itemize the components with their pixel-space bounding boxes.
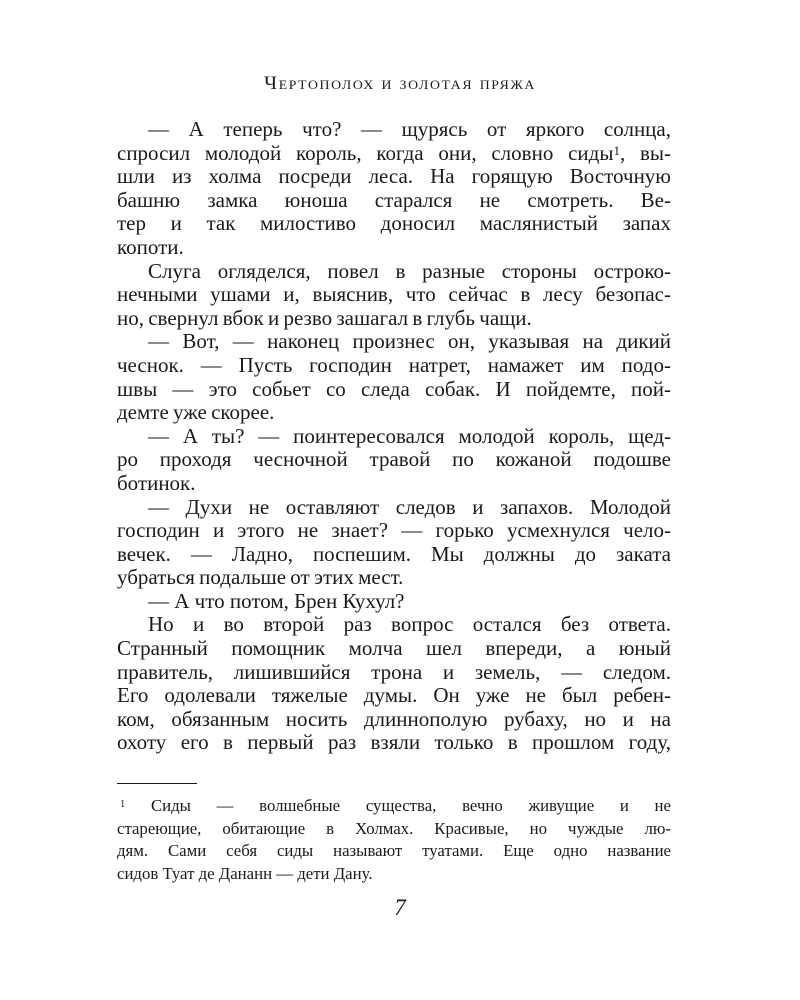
paragraph-4	[117, 425, 671, 496]
text-line: ро проходя чесночной травой по кожаной подошве	[117, 447, 671, 472]
text-line: чеснок. — Пусть господин натрет, намажет им подо-	[117, 352, 671, 377]
text-line: — А что потом, Брен Кухул?	[148, 588, 405, 613]
text-line: Но и во второй раз вопрос остался без ответа.	[148, 612, 671, 637]
text-line: убраться подальше от этих мест.	[117, 565, 404, 590]
text-line: — Вот, — наконец произнес он, указывая на дикий	[148, 329, 671, 354]
text-line: но, свернул вбок и резво зашагал в глубь чащи.	[117, 305, 532, 330]
text-line: шли из холма посреди леса. На горящую Восточную	[117, 164, 671, 189]
text-line: ботинок.	[117, 470, 196, 495]
text-line: Его одолевали тяжелые думы. Он уже не был ребен-	[117, 683, 671, 708]
text-line: Странный помощник молча шел впереди, а юный	[117, 636, 671, 661]
footnote-line	[117, 795, 671, 818]
text-line: правитель, лишившийся трона и земель, — следом.	[117, 659, 671, 684]
text-line: швы — это собьет со следа собак. И пойдемте, пой-	[117, 376, 671, 401]
paragraph-5	[117, 496, 671, 590]
text-line: башню замка юноша старался не смотреть. Ве-	[117, 187, 671, 212]
text-line: охоту его в первый раз взяли только в прошлом году,	[117, 730, 671, 755]
text-line: — А теперь что? — щурясь от яркого солнца,	[148, 117, 671, 141]
text-line: Слуга огляделся, повел в разные стороны остроко-	[148, 258, 671, 283]
text-segment: Сиды — волшебные существа, вечно живущие и не	[150, 796, 671, 815]
footnote-divider	[117, 783, 197, 784]
text-segment: спросил молодой король, когда они, словно сиды	[117, 140, 614, 165]
paragraph-6	[117, 590, 671, 614]
text-line: ком, обязанным носить длиннополую рубаху, но и на	[117, 706, 671, 731]
paragraph-2	[117, 260, 671, 331]
main-text	[117, 118, 671, 755]
paragraph-3	[117, 330, 671, 424]
footnote-line: сидов Туат де Дананн — дети Дану.	[117, 863, 373, 883]
text-line: — А ты? — поинтересовался молодой король, щед-	[148, 423, 671, 448]
footnote-line: дям. Сами себя сиды называют туатами. Еще одно название	[117, 841, 671, 860]
page-number: 7	[394, 895, 406, 920]
text-line	[117, 142, 671, 166]
text-line: господин и этого не знает? — горько усмехнулся чело-	[117, 518, 671, 543]
footnote-marker: 1	[120, 799, 126, 811]
running-title: Чертополох и золотая пряжа	[264, 73, 536, 94]
text-line: — Духи не оставляют следов и запахов. Молодой	[148, 494, 671, 519]
text-segment: , вы-	[619, 140, 671, 165]
text-line: тер и так милостиво доносил маслянистый запах	[117, 211, 671, 236]
text-line: нечными ушами и, выяснив, что сейчас в лесу безопас-	[117, 282, 671, 307]
text-line: демте уже скорее.	[117, 400, 275, 425]
footnote-reference: 1	[613, 143, 620, 159]
text-line: копоти.	[117, 234, 184, 259]
text-line: вечек. — Ладно, поспешим. Мы должны до заката	[117, 541, 671, 566]
footnote	[117, 795, 671, 885]
paragraph-7	[117, 613, 671, 755]
paragraph-1	[117, 118, 671, 260]
footnote-line: стареющие, обитающие в Холмах. Красивые, но чуждые лю-	[117, 818, 671, 838]
